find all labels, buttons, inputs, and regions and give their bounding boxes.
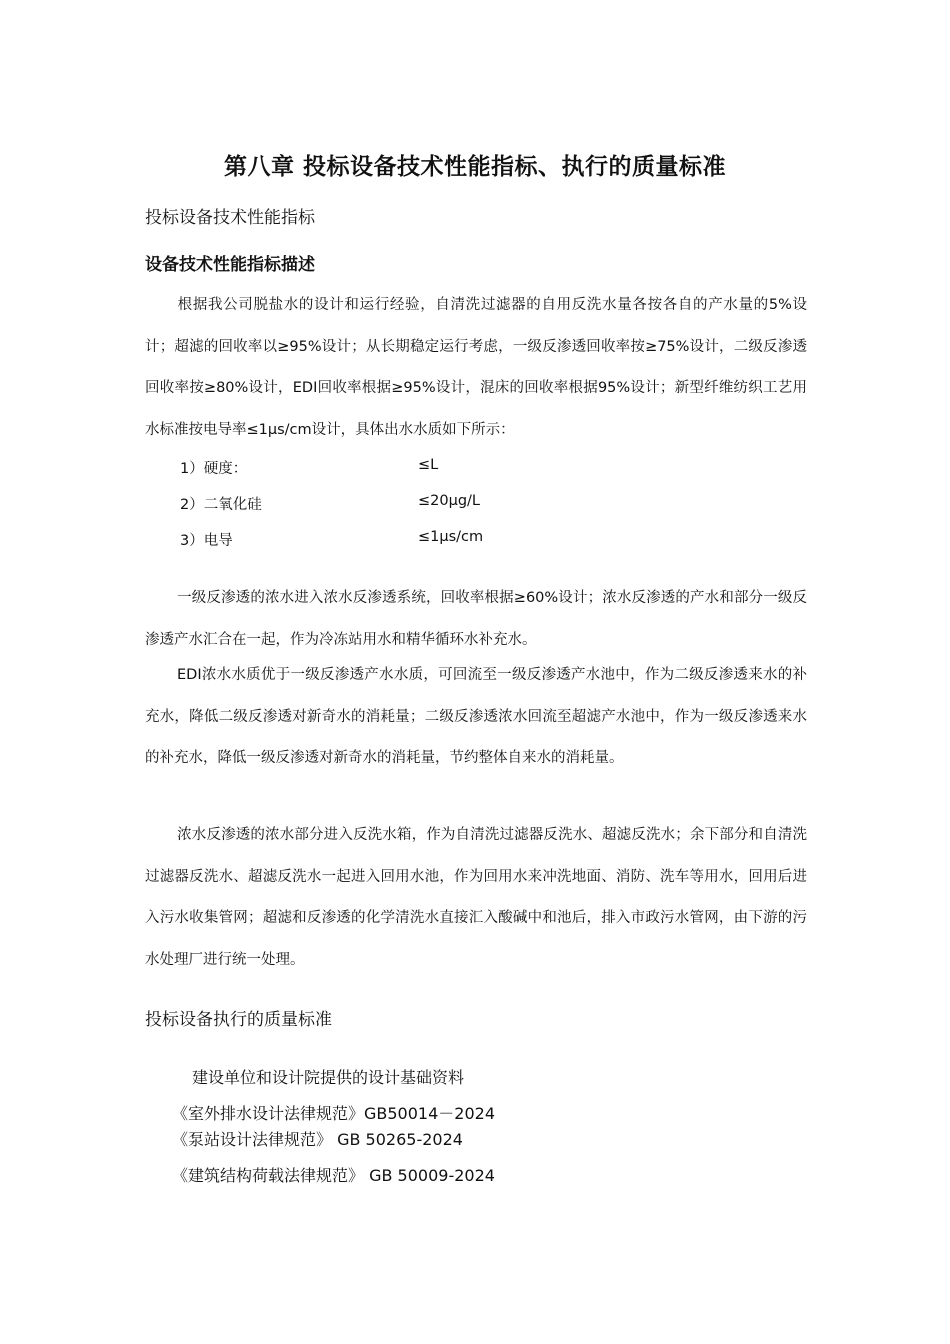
- standard-item: 《建筑结构荷载法律规范》 GB 50009-2024: [172, 1166, 495, 1185]
- paragraph-text: 根据我公司脱盐水的设计和运行经验，自清洗过滤器的自用反洗水量各按各自的产水量的5%设计；超滤的回收率以≥95%设计；从长期稳定运行考虑，一级反渗透回收率按≥75%设计，二级反渗透回收率按≥80%设计，EDI回收率根据≥95%设计，混床的回收率根据95%设计；新型纤维纺织工艺用水标准按电导率≤1μs/cm设计，具体出水水质如下所示：: [145, 297, 807, 438]
- standards-intro: 建设单位和设计院提供的设计基础资料: [192, 1068, 465, 1087]
- paragraph-text: 一级反渗透的浓水进入浓水反渗透系统，回收率根据≥60%设计；浓水反渗透的产水和部分一级反渗透产水汇合在一起，作为冷冻站用水和精华循环水补充水。: [145, 590, 807, 648]
- spec-value: ≤L: [418, 457, 439, 473]
- standard-item: 《室外排水设计法律规范》GB50014－2024: [172, 1104, 495, 1123]
- paragraph-backwash: [145, 815, 807, 981]
- spec-label: 1）硬度：: [180, 461, 248, 477]
- standard-item: 《泵站设计法律规范》 GB 50265-2024: [172, 1130, 463, 1149]
- chapter-title: 第八章 投标设备技术性能指标、执行的质量标准: [223, 154, 726, 180]
- spec-value: ≤1μs/cm: [418, 529, 484, 545]
- section-heading-standards: 投标设备执行的质量标准: [145, 1010, 332, 1030]
- subsection-heading-description: 设备技术性能指标描述: [145, 255, 315, 275]
- paragraph-text: 浓水反渗透的浓水部分进入反洗水箱，作为自清洗过滤器反洗水、超滤反洗水；余下部分和自清洗过滤器反洗水、超滤反洗水一起进入回用水池，作为回用水来冲洗地面、消防、洗车等用水，回用后进入污水收集管网；超滤和反渗透的化学清洗水直接汇入酸碱中和池后，排入市政污水管网，由下游的污水处理厂进行统一处理。: [145, 827, 807, 968]
- spec-label: 3）电导: [180, 533, 233, 549]
- spec-value: ≤20μg/L: [418, 493, 480, 509]
- paragraph-text: EDI浓水水质优于一级反渗透产水水质，可回流至一级反渗透产水池中，作为二级反渗透来水的补充水，降低二级反渗透对新奇水的消耗量；二级反渗透浓水回流至超滤产水池中，作为一级反渗透来水的补充水，降低一级反渗透对新奇水的消耗量，节约整体自来水的消耗量。: [145, 667, 807, 766]
- paragraph-concentrate-ro: [145, 578, 807, 661]
- section-heading-performance: 投标设备技术性能指标: [145, 208, 315, 228]
- paragraph-design-basis: [145, 285, 807, 451]
- spec-label: 2）二氧化硅: [180, 497, 262, 513]
- paragraph-edi-recycle: [145, 655, 807, 780]
